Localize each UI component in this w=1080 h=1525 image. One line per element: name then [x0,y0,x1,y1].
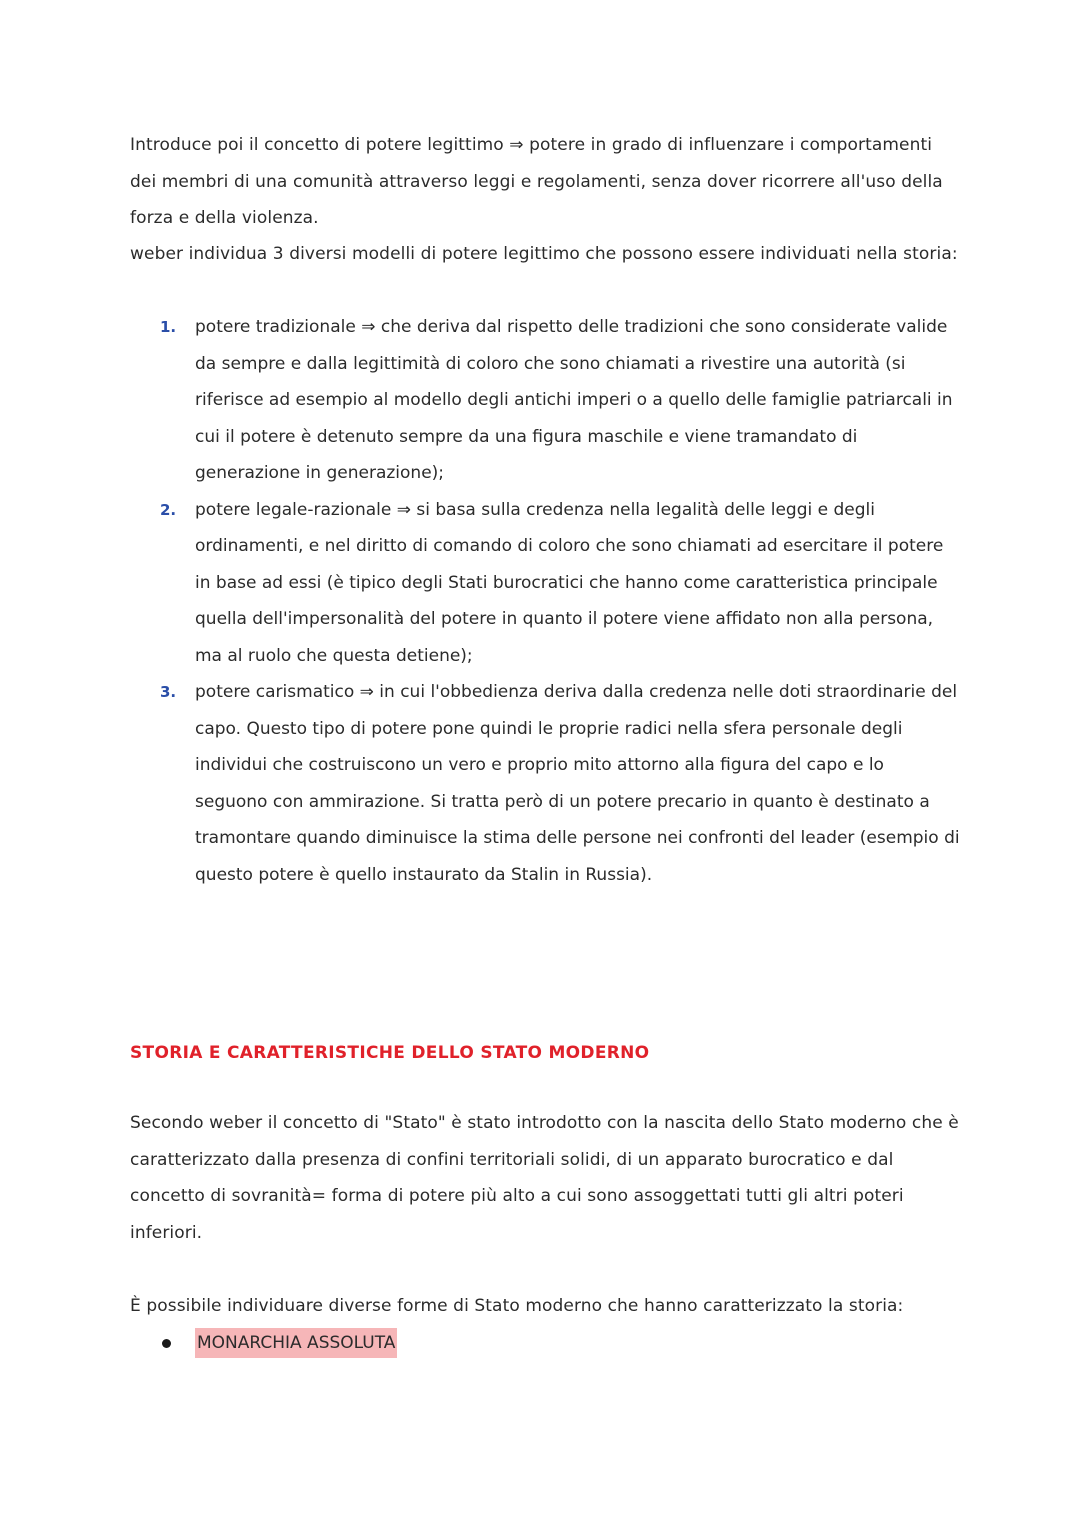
intro-paragraph: Introduce poi il concetto di potere legittimo ⇒ potere in grado di influenzare i comportamenti dei membri di una comunità attraverso leggi e regolamenti, senza dover ricorrere all'uso della forza e della violenza. [130,135,943,228]
bullet-dot-icon [162,1339,171,1348]
list-item [160,674,960,893]
list-item-number: 2. [160,500,177,519]
list-item [160,492,960,675]
forms-intro-paragraph: È possibile individuare diverse forme di Stato moderno che hanno caratterizzato la storia: [130,1296,904,1316]
list-item-number: 3. [160,683,177,701]
list-item-text: potere tradizionale ⇒ che deriva dal rispetto delle tradizioni che sono considerate valide da sempre e dalla legittimità di coloro che sono chiamati a rivestire una autorità (si riferisce ad esempio al modello degli antichi imperi o a quello delle famiglie patriarcali in cui il potere è detenuto sempre da una figura maschile e viene tramandato di generazione in generazione); [195,317,953,483]
section-paragraph: Secondo weber il concetto di "Stato" è stato introdotto con la nascita dello Stato moderno che è caratterizzato dalla presenza di confini territoriali solidi, di un apparato burocratico e dal concetto di sovranità= forma di potere più alto a cui sono assoggettati tutti gli altri poteri inferiori. [130,1113,959,1243]
list-item-number: 1. [160,318,177,336]
list-item-text: potere legale-razionale ⇒ si basa sulla credenza nella legalità delle leggi e degli ordinamenti, e nel diritto di comando di coloro che sono chiamati ad esercitare il potere in base ad essi (è tipico degli Stati burocratici che hanno come caratteristica principale quella dell'impersonalità del potere in quanto il potere viene affidato non alla persona, ma al ruolo che questa detiene); [195,499,944,666]
models-intro-paragraph: weber individua 3 diversi modelli di potere legittimo che possono essere individuati nella storia: [130,244,958,264]
list-item [160,309,960,492]
section-heading: STORIA E CARATTERISTICHE DELLO STATO MODERNO [130,1043,650,1063]
list-item-text: potere carismatico ⇒ in cui l'obbedienza deriva dalla credenza nelle doti straordinarie del capo. Questo tipo di potere pone quindi le proprie radici nella sfera personale degli individui che costruiscono un vero e proprio mito attorno alla figura del capo e lo seguono con ammirazione. Si tratta però di un potere precario in quanto è destinato a tramontare quando diminuisce la stima delle persone nei confronti del leader (esempio di questo potere è quello instaurato da Stalin in Russia). [195,682,960,885]
power-models-list [160,309,960,893]
highlighted-term: MONARCHIA ASSOLUTA [195,1328,397,1358]
bullet-item [162,1328,397,1358]
